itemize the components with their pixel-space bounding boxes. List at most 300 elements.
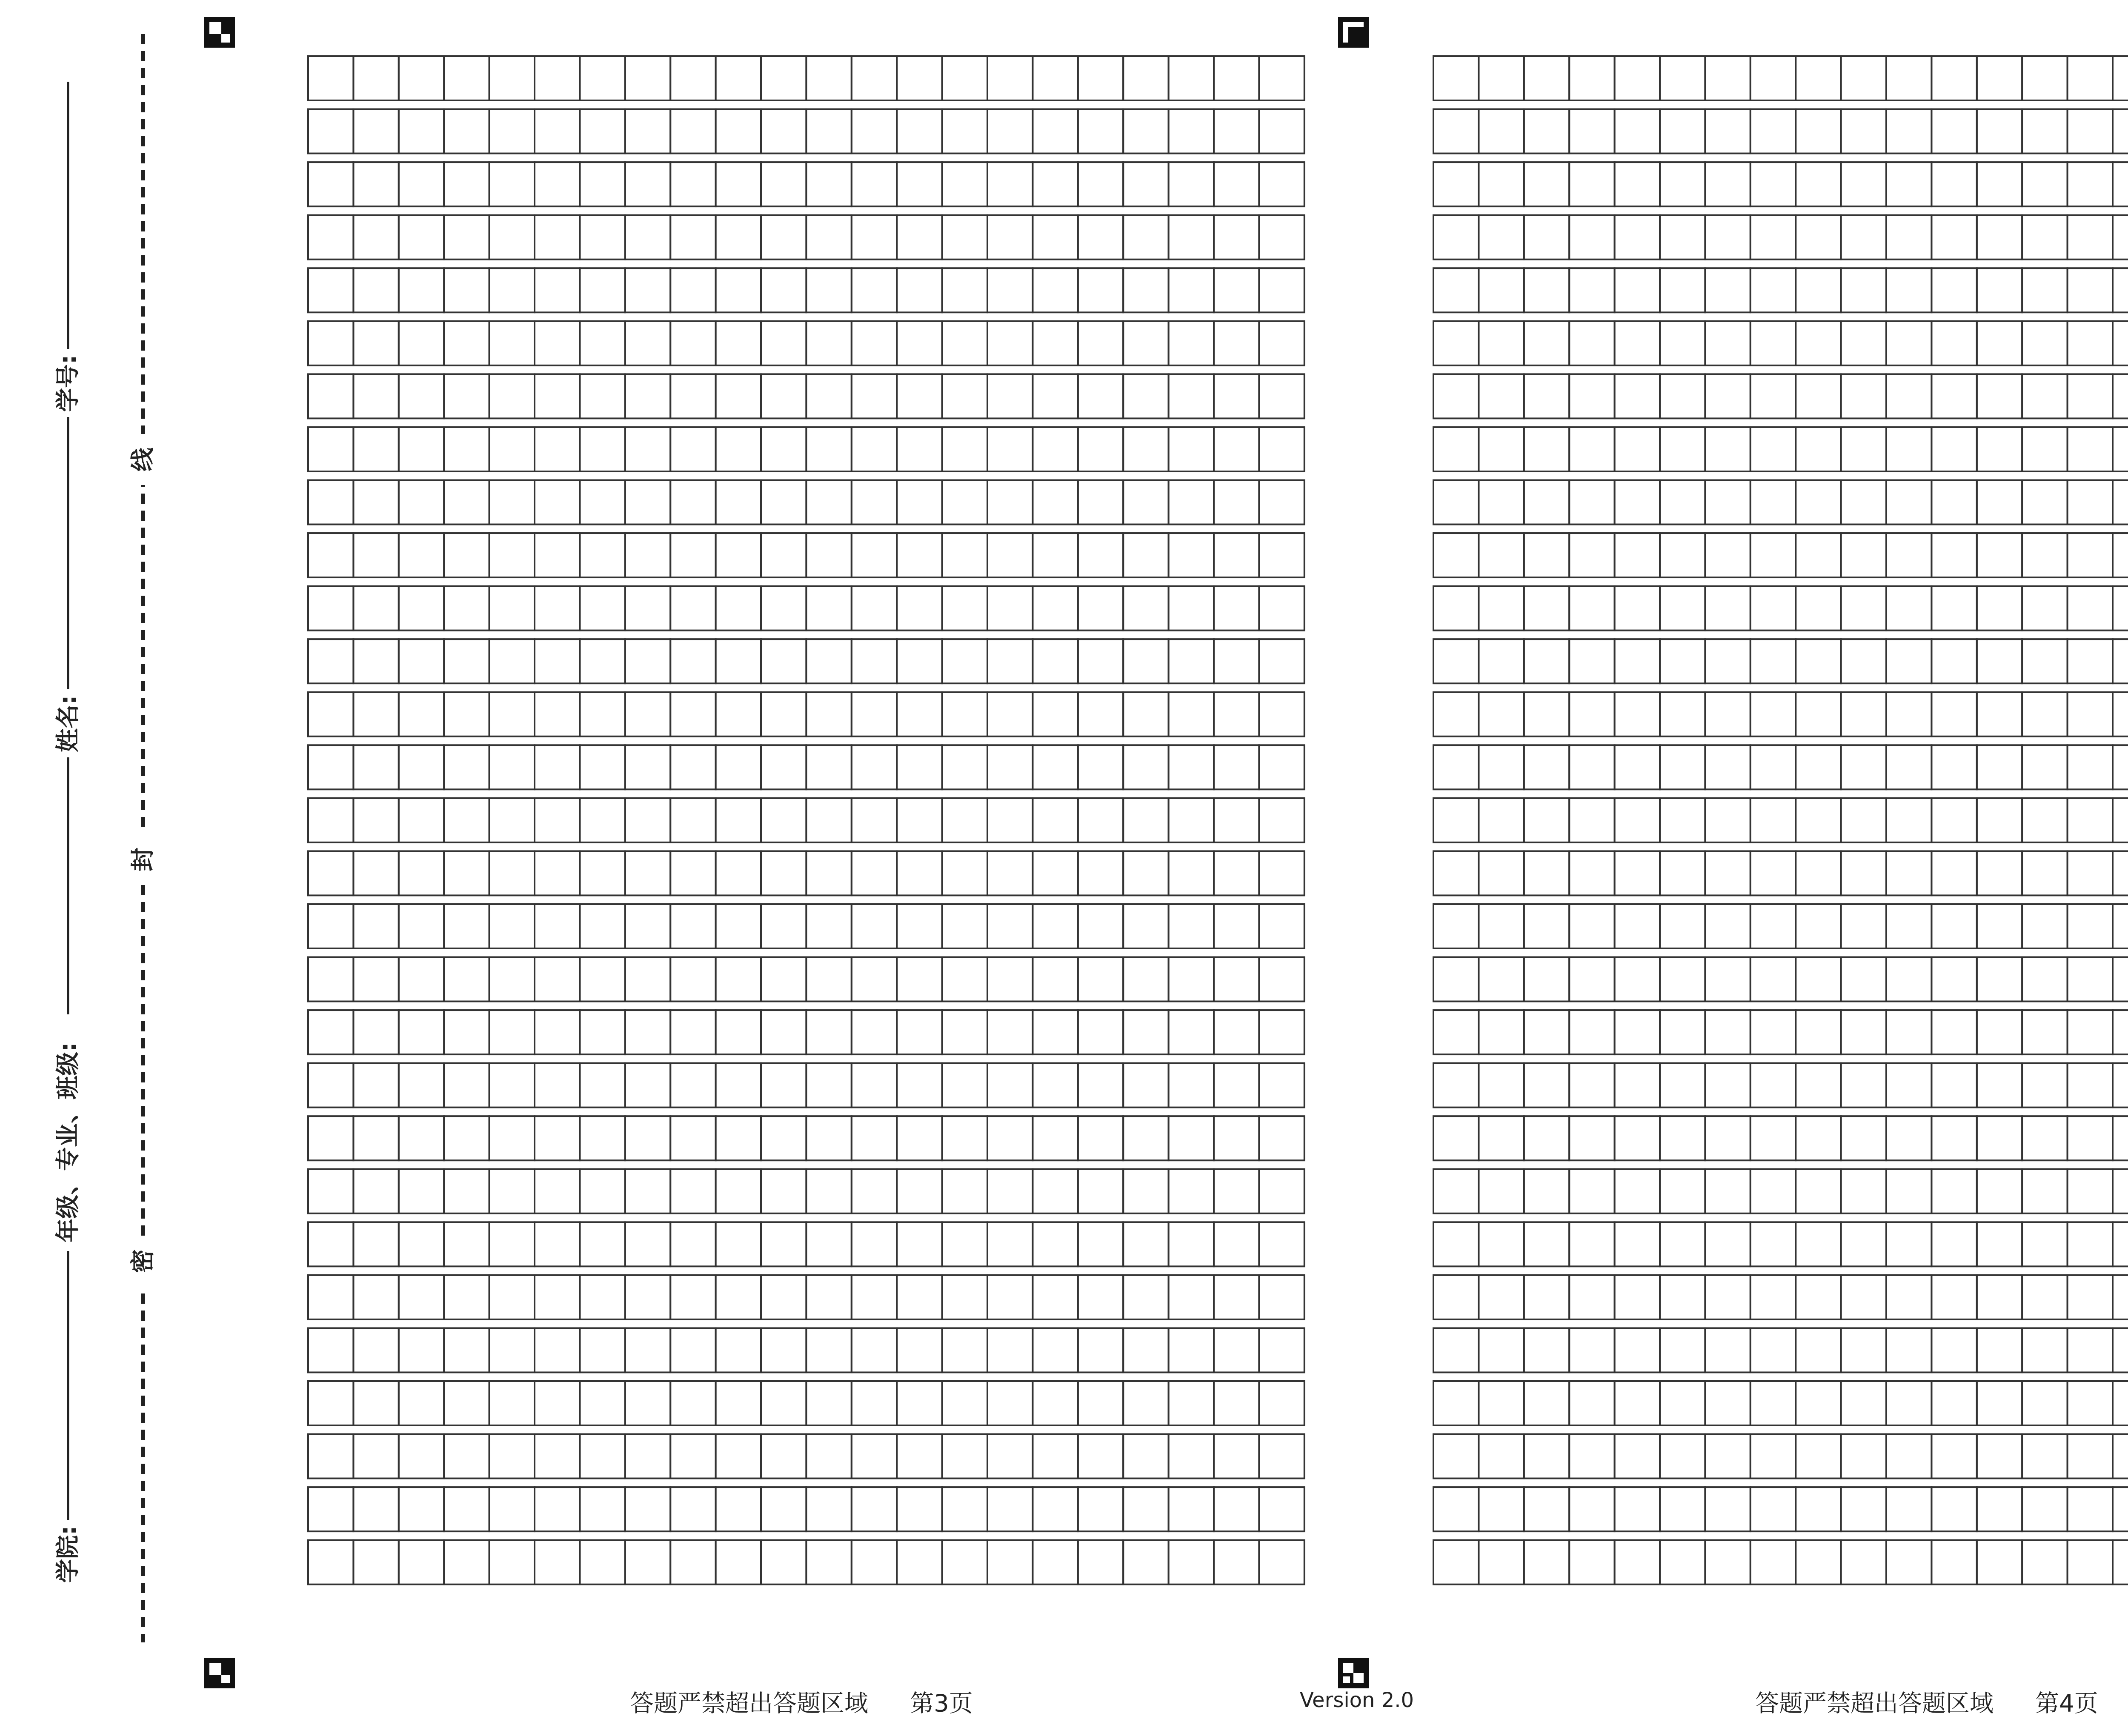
answer-cell[interactable] [444, 1434, 489, 1479]
answer-cell[interactable] [444, 1540, 489, 1585]
answer-cell[interactable] [2068, 1381, 2113, 1425]
answer-cell[interactable] [1796, 162, 1841, 206]
answer-cell[interactable] [1705, 1275, 1750, 1319]
answer-cell[interactable] [761, 533, 806, 577]
answer-cell[interactable] [1433, 1540, 1479, 1585]
answer-cell[interactable] [489, 1275, 535, 1319]
answer-cell[interactable] [852, 1434, 897, 1479]
answer-cell[interactable] [987, 162, 1033, 206]
answer-cell[interactable] [1977, 1381, 2022, 1425]
answer-cell[interactable] [1479, 692, 1524, 737]
answer-cell[interactable] [1433, 1275, 1479, 1319]
answer-cell[interactable] [2113, 268, 2128, 312]
answer-cell[interactable] [852, 1540, 897, 1585]
answer-cell[interactable] [2113, 1275, 2128, 1319]
answer-cell[interactable] [1214, 851, 1259, 895]
answer-cell[interactable] [399, 851, 444, 895]
answer-cell[interactable] [353, 321, 398, 365]
answer-cell[interactable] [1931, 745, 1976, 789]
answer-cell[interactable] [1660, 904, 1705, 948]
answer-cell[interactable] [2113, 639, 2128, 683]
answer-cell[interactable] [580, 1169, 625, 1213]
answer-cell[interactable] [670, 268, 715, 312]
answer-cell[interactable] [2068, 321, 2113, 365]
answer-cell[interactable] [1169, 109, 1214, 154]
answer-cell[interactable] [625, 321, 670, 365]
answer-cell[interactable] [1214, 1169, 1259, 1213]
answer-cell[interactable] [1259, 1381, 1304, 1425]
answer-cell[interactable] [625, 1487, 670, 1531]
answer-cell[interactable] [1615, 56, 1660, 100]
answer-cell[interactable] [852, 321, 897, 365]
answer-cell[interactable] [716, 109, 761, 154]
answer-cell[interactable] [1931, 480, 1976, 524]
answer-cell[interactable] [1169, 533, 1214, 577]
answer-cell[interactable] [1841, 1487, 1886, 1531]
answer-cell[interactable] [1524, 533, 1569, 577]
answer-cell[interactable] [580, 1540, 625, 1585]
answer-cell[interactable] [806, 1487, 851, 1531]
answer-cell[interactable] [1033, 215, 1078, 260]
answer-cell[interactable] [1977, 480, 2022, 524]
answer-cell[interactable] [489, 1063, 535, 1108]
answer-cell[interactable] [1796, 1487, 1841, 1531]
answer-cell[interactable] [1033, 109, 1078, 154]
answer-cell[interactable] [1705, 1328, 1750, 1372]
answer-cell[interactable] [897, 1116, 942, 1160]
answer-cell[interactable] [1750, 321, 1796, 365]
answer-cell[interactable] [1169, 1328, 1214, 1372]
answer-cell[interactable] [897, 586, 942, 631]
answer-cell[interactable] [1750, 533, 1796, 577]
answer-cell[interactable] [1214, 1487, 1259, 1531]
answer-cell[interactable] [987, 1010, 1033, 1054]
answer-cell[interactable] [670, 374, 715, 418]
answer-cell[interactable] [1660, 109, 1705, 154]
answer-cell[interactable] [1750, 639, 1796, 683]
answer-cell[interactable] [1078, 321, 1123, 365]
answer-cell[interactable] [1078, 109, 1123, 154]
answer-cell[interactable] [2022, 957, 2067, 1002]
answer-cell[interactable] [670, 533, 715, 577]
answer-cell[interactable] [2022, 904, 2067, 948]
answer-cell[interactable] [1123, 1540, 1168, 1585]
answer-cell[interactable] [308, 268, 353, 312]
answer-cell[interactable] [308, 1487, 353, 1531]
answer-cell[interactable] [444, 586, 489, 631]
answer-cell[interactable] [1033, 1487, 1078, 1531]
answer-cell[interactable] [1615, 1434, 1660, 1479]
answer-cell[interactable] [806, 1434, 851, 1479]
answer-cell[interactable] [897, 533, 942, 577]
answer-cell[interactable] [2113, 798, 2128, 842]
answer-cell[interactable] [625, 798, 670, 842]
answer-cell[interactable] [399, 1222, 444, 1266]
answer-cell[interactable] [942, 1010, 987, 1054]
answer-cell[interactable] [1750, 957, 1796, 1002]
answer-cell[interactable] [1660, 1010, 1705, 1054]
answer-cell[interactable] [942, 1381, 987, 1425]
answer-cell[interactable] [1705, 1169, 1750, 1213]
answer-cell[interactable] [1169, 1540, 1214, 1585]
answer-cell[interactable] [942, 268, 987, 312]
answer-cell[interactable] [1705, 56, 1750, 100]
answer-cell[interactable] [1841, 1010, 1886, 1054]
answer-cell[interactable] [1796, 1063, 1841, 1108]
answer-cell[interactable] [1569, 109, 1614, 154]
answer-cell[interactable] [2022, 1381, 2067, 1425]
answer-cell[interactable] [1977, 798, 2022, 842]
answer-cell[interactable] [1796, 427, 1841, 471]
answer-cell[interactable] [1169, 1010, 1214, 1054]
answer-cell[interactable] [716, 1540, 761, 1585]
answer-cell[interactable] [1033, 586, 1078, 631]
answer-cell[interactable] [1977, 1540, 2022, 1585]
answer-cell[interactable] [670, 1063, 715, 1108]
answer-cell[interactable] [625, 1169, 670, 1213]
answer-cell[interactable] [625, 480, 670, 524]
answer-cell[interactable] [2113, 1487, 2128, 1531]
answer-cell[interactable] [1796, 109, 1841, 154]
answer-cell[interactable] [1169, 586, 1214, 631]
answer-cell[interactable] [670, 904, 715, 948]
answer-cell[interactable] [761, 851, 806, 895]
answer-cell[interactable] [1123, 1328, 1168, 1372]
answer-cell[interactable] [2022, 109, 2067, 154]
answer-cell[interactable] [852, 1381, 897, 1425]
answer-cell[interactable] [1123, 215, 1168, 260]
answer-cell[interactable] [761, 586, 806, 631]
answer-cell[interactable] [1259, 1275, 1304, 1319]
answer-cell[interactable] [897, 745, 942, 789]
answer-cell[interactable] [761, 1116, 806, 1160]
answer-cell[interactable] [1214, 586, 1259, 631]
answer-cell[interactable] [987, 639, 1033, 683]
answer-cell[interactable] [2068, 1275, 2113, 1319]
answer-cell[interactable] [1214, 692, 1259, 737]
answer-cell[interactable] [1123, 109, 1168, 154]
answer-cell[interactable] [1796, 268, 1841, 312]
answer-cell[interactable] [625, 1116, 670, 1160]
answer-cell[interactable] [1705, 1010, 1750, 1054]
answer-cell[interactable] [852, 692, 897, 737]
answer-cell[interactable] [353, 1381, 398, 1425]
answer-cell[interactable] [1033, 1540, 1078, 1585]
answer-cell[interactable] [2022, 1169, 2067, 1213]
answer-cell[interactable] [2068, 1328, 2113, 1372]
answer-cell[interactable] [1033, 851, 1078, 895]
answer-cell[interactable] [1796, 639, 1841, 683]
answer-cell[interactable] [1931, 957, 1976, 1002]
answer-cell[interactable] [308, 639, 353, 683]
answer-cell[interactable] [580, 1434, 625, 1479]
answer-cell[interactable] [535, 904, 580, 948]
answer-cell[interactable] [399, 798, 444, 842]
answer-cell[interactable] [1524, 1434, 1569, 1479]
answer-cell[interactable] [1259, 1487, 1304, 1531]
answer-cell[interactable] [716, 1010, 761, 1054]
answer-cell[interactable] [580, 427, 625, 471]
answer-cell[interactable] [897, 798, 942, 842]
answer-cell[interactable] [1569, 639, 1614, 683]
answer-cell[interactable] [535, 215, 580, 260]
answer-cell[interactable] [1033, 56, 1078, 100]
answer-cell[interactable] [625, 1434, 670, 1479]
answer-cell[interactable] [1433, 692, 1479, 737]
answer-cell[interactable] [353, 162, 398, 206]
answer-cell[interactable] [1259, 851, 1304, 895]
answer-cell[interactable] [1705, 1540, 1750, 1585]
answer-cell[interactable] [670, 957, 715, 1002]
answer-cell[interactable] [1750, 56, 1796, 100]
answer-cell[interactable] [1524, 851, 1569, 895]
answer-cell[interactable] [1796, 56, 1841, 100]
answer-cell[interactable] [2022, 1328, 2067, 1372]
answer-cell[interactable] [1569, 427, 1614, 471]
answer-cell[interactable] [353, 639, 398, 683]
answer-cell[interactable] [625, 268, 670, 312]
answer-cell[interactable] [1078, 745, 1123, 789]
answer-cell[interactable] [580, 215, 625, 260]
answer-cell[interactable] [716, 321, 761, 365]
answer-cell[interactable] [580, 109, 625, 154]
answer-cell[interactable] [761, 639, 806, 683]
answer-cell[interactable] [535, 1063, 580, 1108]
answer-cell[interactable] [806, 1328, 851, 1372]
answer-cell[interactable] [1169, 639, 1214, 683]
answer-cell[interactable] [625, 1010, 670, 1054]
answer-cell[interactable] [1841, 1222, 1886, 1266]
answer-cell[interactable] [399, 1487, 444, 1531]
answer-cell[interactable] [1886, 1275, 1931, 1319]
answer-cell[interactable] [1931, 904, 1976, 948]
answer-cell[interactable] [1931, 1222, 1976, 1266]
answer-cell[interactable] [1705, 745, 1750, 789]
answer-cell[interactable] [1479, 1434, 1524, 1479]
answer-cell[interactable] [716, 427, 761, 471]
answer-cell[interactable] [1433, 851, 1479, 895]
answer-cell[interactable] [1750, 1434, 1796, 1479]
answer-cell[interactable] [1750, 1222, 1796, 1266]
answer-cell[interactable] [2113, 215, 2128, 260]
answer-cell[interactable] [535, 1222, 580, 1266]
answer-cell[interactable] [308, 1222, 353, 1266]
answer-cell[interactable] [1841, 1540, 1886, 1585]
answer-cell[interactable] [2113, 957, 2128, 1002]
answer-cell[interactable] [670, 162, 715, 206]
answer-cell[interactable] [1569, 1116, 1614, 1160]
answer-cell[interactable] [1705, 1116, 1750, 1160]
answer-cell[interactable] [444, 1487, 489, 1531]
answer-cell[interactable] [1169, 745, 1214, 789]
answer-cell[interactable] [1078, 1540, 1123, 1585]
answer-cell[interactable] [399, 745, 444, 789]
answer-cell[interactable] [1123, 1063, 1168, 1108]
answer-cell[interactable] [852, 427, 897, 471]
answer-cell[interactable] [580, 1328, 625, 1372]
answer-cell[interactable] [942, 904, 987, 948]
answer-cell[interactable] [1078, 56, 1123, 100]
answer-cell[interactable] [2068, 1434, 2113, 1479]
answer-cell[interactable] [2022, 162, 2067, 206]
answer-cell[interactable] [1169, 1116, 1214, 1160]
answer-cell[interactable] [1977, 533, 2022, 577]
answer-cell[interactable] [1169, 1275, 1214, 1319]
answer-cell[interactable] [1524, 745, 1569, 789]
answer-cell[interactable] [987, 692, 1033, 737]
answer-cell[interactable] [489, 639, 535, 683]
answer-cell[interactable] [1569, 1063, 1614, 1108]
answer-cell[interactable] [1705, 1434, 1750, 1479]
answer-cell[interactable] [1078, 692, 1123, 737]
answer-cell[interactable] [987, 1328, 1033, 1372]
answer-cell[interactable] [2022, 1063, 2067, 1108]
answer-cell[interactable] [852, 1116, 897, 1160]
answer-cell[interactable] [1886, 1222, 1931, 1266]
answer-cell[interactable] [1033, 745, 1078, 789]
answer-cell[interactable] [1214, 904, 1259, 948]
answer-cell[interactable] [1750, 1328, 1796, 1372]
answer-cell[interactable] [1705, 427, 1750, 471]
answer-cell[interactable] [761, 56, 806, 100]
answer-cell[interactable] [2068, 1116, 2113, 1160]
answer-cell[interactable] [1615, 162, 1660, 206]
answer-cell[interactable] [1660, 957, 1705, 1002]
answer-cell[interactable] [761, 321, 806, 365]
answer-cell[interactable] [1479, 56, 1524, 100]
answer-cell[interactable] [761, 904, 806, 948]
answer-cell[interactable] [580, 586, 625, 631]
answer-cell[interactable] [1660, 480, 1705, 524]
answer-cell[interactable] [444, 798, 489, 842]
answer-cell[interactable] [1433, 480, 1479, 524]
answer-cell[interactable] [1615, 374, 1660, 418]
answer-cell[interactable] [489, 1328, 535, 1372]
answer-cell[interactable] [806, 639, 851, 683]
answer-cell[interactable] [1931, 1063, 1976, 1108]
answer-cell[interactable] [2113, 1010, 2128, 1054]
answer-cell[interactable] [761, 374, 806, 418]
answer-cell[interactable] [1033, 904, 1078, 948]
answer-cell[interactable] [987, 1222, 1033, 1266]
answer-cell[interactable] [535, 427, 580, 471]
answer-cell[interactable] [987, 1434, 1033, 1479]
answer-cell[interactable] [1524, 1169, 1569, 1213]
answer-cell[interactable] [1886, 533, 1931, 577]
answer-cell[interactable] [1169, 1434, 1214, 1479]
answer-cell[interactable] [1615, 1275, 1660, 1319]
answer-cell[interactable] [1841, 480, 1886, 524]
answer-cell[interactable] [308, 215, 353, 260]
answer-cell[interactable] [1479, 480, 1524, 524]
answer-cell[interactable] [580, 904, 625, 948]
answer-cell[interactable] [353, 1540, 398, 1585]
answer-cell[interactable] [2022, 533, 2067, 577]
answer-cell[interactable] [1750, 798, 1796, 842]
answer-cell[interactable] [308, 1434, 353, 1479]
answer-cell[interactable] [1123, 1275, 1168, 1319]
answer-cell[interactable] [761, 1540, 806, 1585]
answer-cell[interactable] [1660, 745, 1705, 789]
answer-cell[interactable] [987, 109, 1033, 154]
answer-cell[interactable] [1615, 957, 1660, 1002]
answer-cell[interactable] [942, 215, 987, 260]
answer-cell[interactable] [1931, 427, 1976, 471]
answer-cell[interactable] [670, 1381, 715, 1425]
answer-cell[interactable] [1977, 1222, 2022, 1266]
answer-cell[interactable] [761, 109, 806, 154]
answer-cell[interactable] [2068, 109, 2113, 154]
answer-cell[interactable] [580, 321, 625, 365]
answer-cell[interactable] [1569, 1540, 1614, 1585]
answer-cell[interactable] [1660, 1540, 1705, 1585]
answer-cell[interactable] [1214, 374, 1259, 418]
answer-cell[interactable] [942, 374, 987, 418]
answer-cell[interactable] [489, 374, 535, 418]
answer-cell[interactable] [1931, 533, 1976, 577]
answer-cell[interactable] [1750, 1487, 1796, 1531]
answer-cell[interactable] [1479, 1010, 1524, 1054]
answer-cell[interactable] [308, 1328, 353, 1372]
answer-cell[interactable] [2022, 480, 2067, 524]
answer-cell[interactable] [670, 851, 715, 895]
answer-cell[interactable] [942, 798, 987, 842]
answer-cell[interactable] [716, 1063, 761, 1108]
answer-cell[interactable] [1841, 1328, 1886, 1372]
answer-cell[interactable] [716, 586, 761, 631]
answer-cell[interactable] [1977, 427, 2022, 471]
answer-cell[interactable] [716, 162, 761, 206]
answer-cell[interactable] [1169, 480, 1214, 524]
answer-cell[interactable] [353, 215, 398, 260]
answer-cell[interactable] [1886, 1116, 1931, 1160]
answer-cell[interactable] [1033, 162, 1078, 206]
answer-cell[interactable] [670, 1116, 715, 1160]
answer-cell[interactable] [897, 639, 942, 683]
answer-cell[interactable] [1841, 1434, 1886, 1479]
answer-cell[interactable] [1524, 1010, 1569, 1054]
answer-cell[interactable] [444, 1063, 489, 1108]
answer-cell[interactable] [2068, 639, 2113, 683]
answer-cell[interactable] [1033, 1434, 1078, 1479]
answer-cell[interactable] [1123, 533, 1168, 577]
answer-cell[interactable] [1123, 1010, 1168, 1054]
answer-cell[interactable] [535, 586, 580, 631]
answer-cell[interactable] [1977, 56, 2022, 100]
answer-cell[interactable] [1977, 1328, 2022, 1372]
answer-cell[interactable] [987, 904, 1033, 948]
answer-cell[interactable] [1750, 1116, 1796, 1160]
answer-cell[interactable] [1123, 851, 1168, 895]
answer-cell[interactable] [1886, 798, 1931, 842]
answer-cell[interactable] [2068, 480, 2113, 524]
answer-cell[interactable] [716, 692, 761, 737]
answer-cell[interactable] [1169, 374, 1214, 418]
answer-cell[interactable] [399, 1010, 444, 1054]
answer-cell[interactable] [1841, 904, 1886, 948]
answer-cell[interactable] [761, 268, 806, 312]
answer-cell[interactable] [1977, 904, 2022, 948]
answer-cell[interactable] [2113, 1434, 2128, 1479]
answer-cell[interactable] [1886, 851, 1931, 895]
answer-cell[interactable] [1886, 692, 1931, 737]
answer-cell[interactable] [1931, 1275, 1976, 1319]
answer-cell[interactable] [489, 215, 535, 260]
answer-cell[interactable] [1524, 1381, 1569, 1425]
answer-cell[interactable] [489, 1434, 535, 1479]
answer-cell[interactable] [806, 957, 851, 1002]
answer-cell[interactable] [625, 215, 670, 260]
